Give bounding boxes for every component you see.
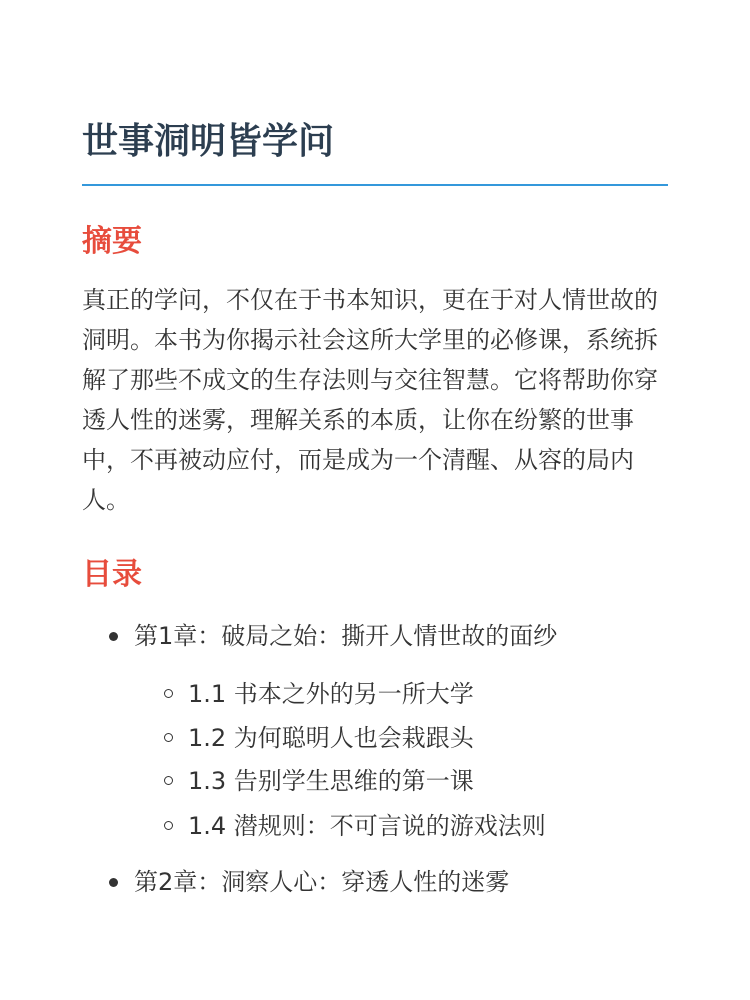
toc-section-1-1 (164, 676, 474, 712)
toc-section-label: 1.2 为何聪明人也会栽跟头 (188, 724, 474, 752)
title-divider (82, 184, 668, 186)
toc-section-label: 1.4 潜规则：不可言说的游戏法则 (188, 812, 546, 840)
toc-heading: 目录 (82, 557, 142, 592)
toc-section-1-4 (164, 808, 546, 844)
toc-section-label: 1.1 书本之外的另一所大学 (188, 680, 474, 708)
abstract-text: 真正的学问，不仅在于书本知识，更在于对人情世故的洞明。本书为你揭示社会这所大学里的必修课，系统拆解了那些不成文的生存法则与交往智慧。它将帮助你穿透人性的迷雾，理解关系的本质，让你在纷繁的世事中，不再被动应付，而是成为一个清醒、从容的局内人。 (82, 286, 658, 514)
bullet-icon (109, 878, 118, 887)
toc-section-1-2 (164, 720, 474, 756)
toc-chapter-2 (110, 864, 509, 900)
circle-bullet-icon (164, 733, 173, 742)
circle-bullet-icon (164, 776, 173, 785)
circle-bullet-icon (164, 689, 173, 698)
toc-section-1-3 (164, 763, 474, 799)
toc-chapter-label: 第1章：破局之始：撕开人情世故的面纱 (134, 622, 558, 650)
abstract-heading: 摘要 (82, 224, 142, 259)
toc-section-label: 1.3 告别学生思维的第一课 (188, 767, 474, 795)
toc-chapter-1 (110, 618, 557, 654)
toc-chapter-label: 第2章：洞察人心：穿透人性的迷雾 (134, 868, 510, 896)
page-title: 世事洞明皆学问 (82, 121, 335, 162)
bullet-icon (109, 632, 118, 641)
circle-bullet-icon (164, 821, 173, 830)
